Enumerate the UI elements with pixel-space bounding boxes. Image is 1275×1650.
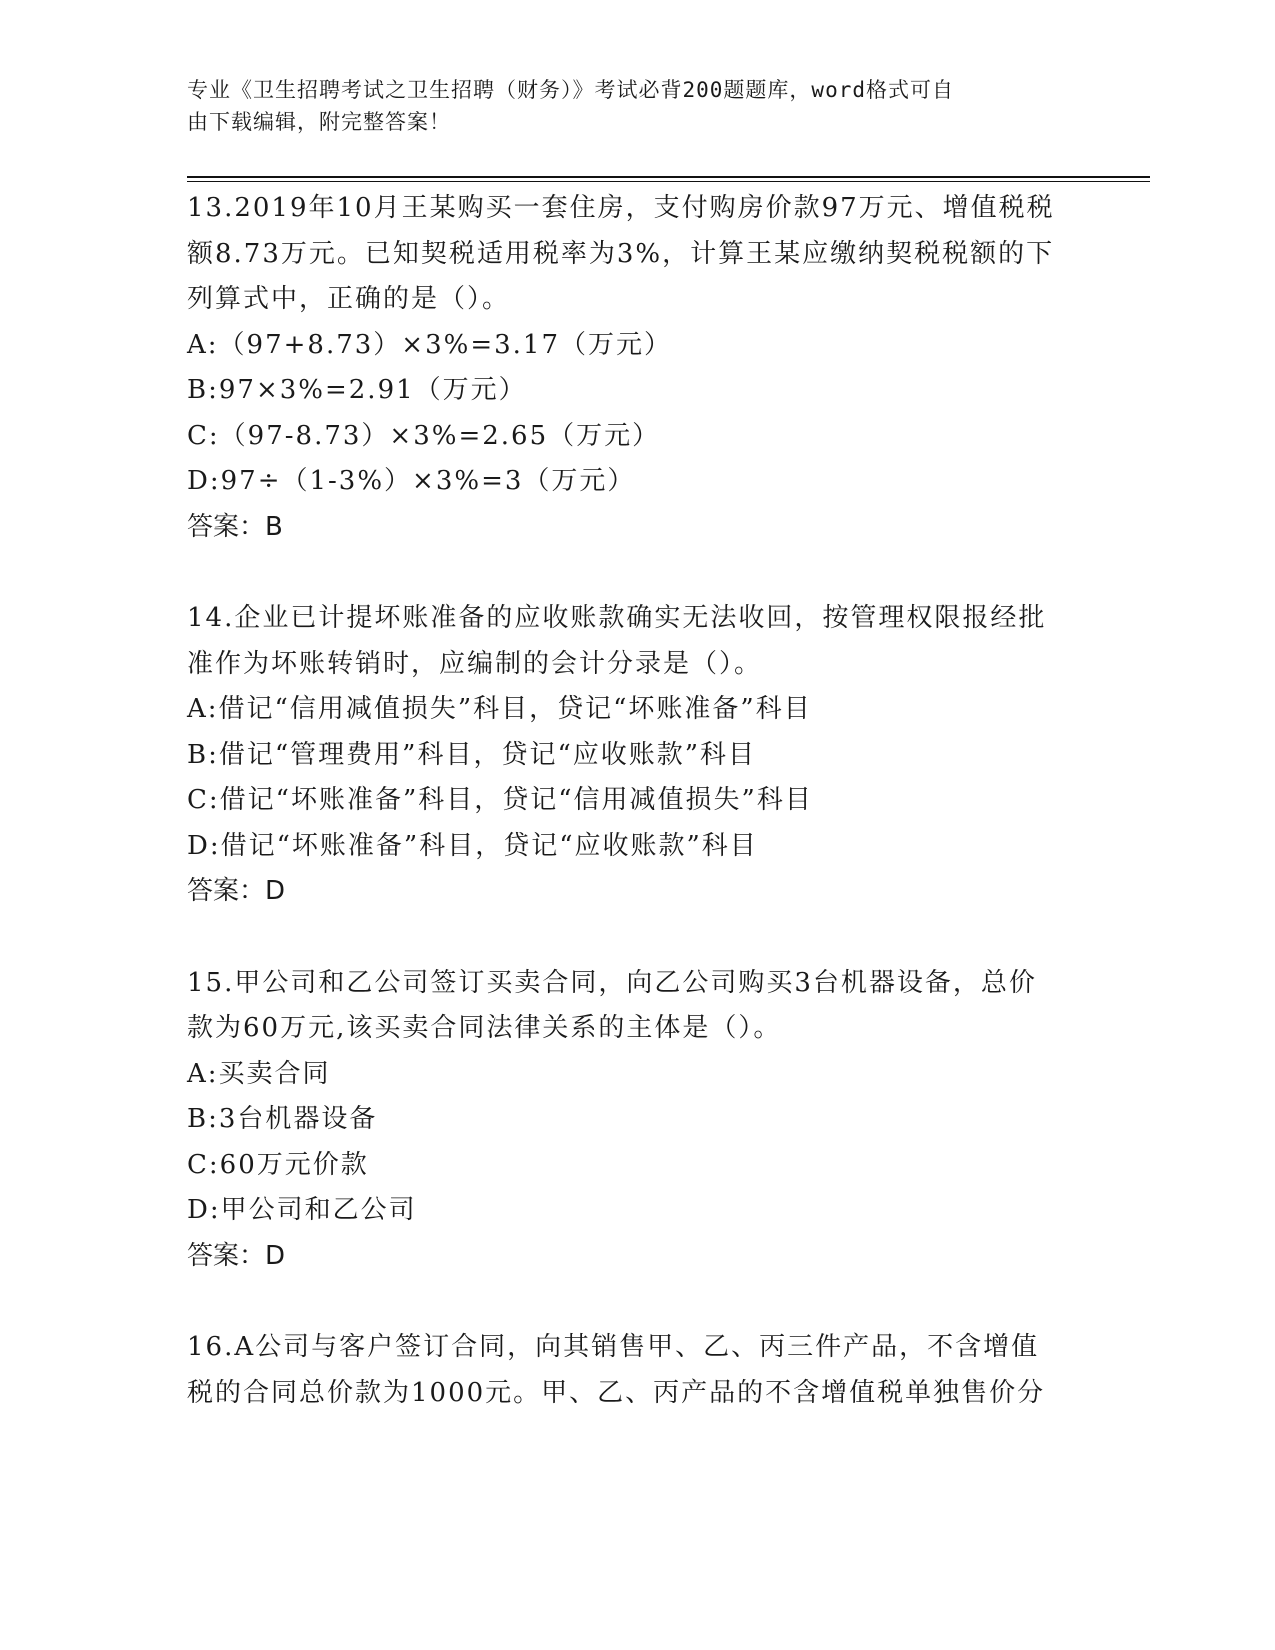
option-d: D:借记“坏账准备”科目，贷记“应收账款”科目 bbox=[187, 830, 758, 861]
question-text-line: 款为60万元,该买卖合同法律关系的主体是（）。 bbox=[187, 1013, 782, 1043]
question-text-line: 额8.73万元。已知契税适用税率为3%，计算王某应缴纳契税税额的下 bbox=[187, 238, 1055, 269]
header-title-line-1: 专业《卫生招聘考试之卫生招聘（财务）》考试必背200题题库，word格式可自 bbox=[187, 78, 954, 102]
header-title-line-2: 由下载编辑，附完整答案！ bbox=[187, 110, 451, 134]
option-a: A:借记“信用减值损失”科目，贷记“坏账准备”科目 bbox=[187, 694, 812, 724]
document-header bbox=[187, 74, 1087, 138]
question-spacer bbox=[187, 915, 1087, 961]
header-divider-thin bbox=[187, 181, 1150, 182]
question-text-line: 准作为坏账转销时，应编制的会计分录是（）。 bbox=[187, 648, 763, 679]
option-b: B:97×3%=2.91（万元） bbox=[187, 375, 527, 405]
header-divider-thick bbox=[187, 176, 1150, 178]
question-16 bbox=[187, 1325, 1087, 1416]
option-b: B:借记“管理费用”科目，贷记“应收账款”科目 bbox=[187, 739, 757, 770]
answer: 答案：B bbox=[187, 511, 283, 542]
question-text-line: 14.企业已计提坏账准备的应收账款确实无法收回，按管理权限报经批 bbox=[187, 603, 1047, 633]
question-list bbox=[187, 186, 1087, 1416]
question-text-line: 15.甲公司和乙公司签订买卖合同，向乙公司购买3台机器设备，总价 bbox=[187, 967, 1037, 998]
option-c: C:（97-8.73）×3%=2.65（万元） bbox=[187, 420, 661, 451]
question-text-line: 13.2019年10月王某购买一套住房，支付购房价款97万元、增值税税 bbox=[187, 193, 1055, 223]
answer: 答案：D bbox=[187, 876, 286, 906]
option-c: C:借记“坏账准备”科目，贷记“信用减值损失”科目 bbox=[187, 785, 813, 815]
question-text-line: 列算式中，正确的是（）。 bbox=[187, 284, 511, 314]
option-b: B:3台机器设备 bbox=[187, 1104, 378, 1134]
option-d: D:甲公司和乙公司 bbox=[187, 1195, 417, 1225]
answer: 答案：D bbox=[187, 1240, 286, 1271]
question-text-line: 16.A公司与客户签订合同，向其销售甲、乙、丙三件产品，不含增值 bbox=[187, 1332, 1040, 1362]
option-a: A:买卖合同 bbox=[187, 1058, 331, 1089]
option-a: A:（97+8.73）×3%=3.17（万元） bbox=[187, 329, 673, 360]
question-spacer bbox=[187, 1279, 1087, 1325]
question-15 bbox=[187, 961, 1087, 1280]
option-c: C:60万元价款 bbox=[187, 1149, 369, 1180]
question-text-line: 税的合同总价款为1000元。甲、乙、丙产品的不含增值税单独售价分 bbox=[187, 1377, 1046, 1408]
option-d: D:97÷（1-3%）×3%=3（万元） bbox=[187, 466, 636, 496]
question-spacer bbox=[187, 550, 1087, 596]
question-13 bbox=[187, 186, 1087, 550]
question-14 bbox=[187, 596, 1087, 915]
